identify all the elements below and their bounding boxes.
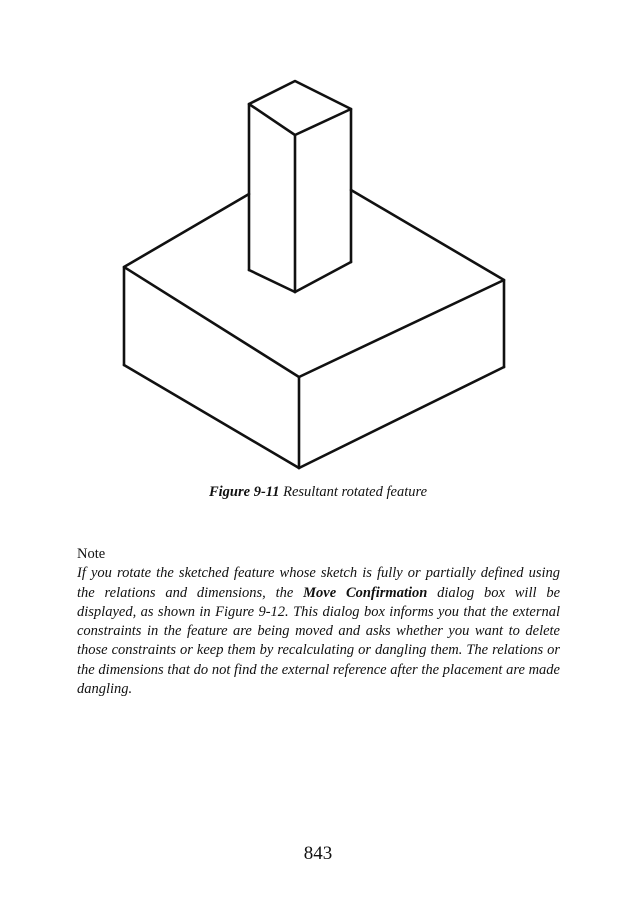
note-bold-term: Move Confirmation bbox=[303, 584, 428, 601]
page-number: 843 bbox=[303, 843, 333, 864]
note-text-before: If you rotate the sketched feature whose sketch is fully or partially defined using the relations and dimensions, the bbox=[77, 565, 560, 601]
post-bottom-left bbox=[249, 270, 295, 292]
note-block bbox=[77, 545, 560, 699]
post-top-face bbox=[249, 81, 351, 135]
figure-caption-text: Resultant rotated feature bbox=[279, 484, 428, 500]
base-top-left-edge bbox=[124, 194, 299, 377]
note-body bbox=[77, 564, 560, 699]
figure-caption bbox=[0, 484, 636, 501]
base-bottom-right-edge bbox=[299, 367, 504, 468]
post-bottom-right bbox=[295, 262, 351, 292]
figure-number: Figure 9-11 bbox=[208, 484, 280, 500]
base-top-right-edge bbox=[299, 190, 504, 377]
base-bottom-left-edge bbox=[124, 365, 299, 468]
note-text-after: dialog box will be displayed, as shown in Figure 9-12. This dialog box informs you that the external constraints in the feature are being moved and asks whether you want to delete those constraints or keep them by recalculating or dangling them. The relations or the dimensions that do not find the external reference after the placement are made dangling. bbox=[77, 584, 561, 698]
note-heading: Note bbox=[77, 546, 106, 562]
